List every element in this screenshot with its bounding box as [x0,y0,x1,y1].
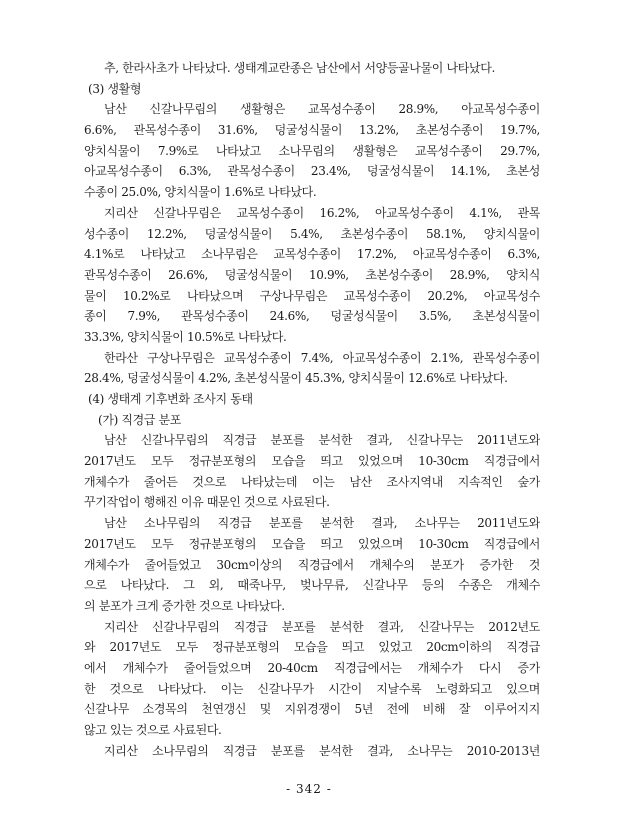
text-line: 수종이 25.0%, 양치식물이 1.6%로 나타났다. [84,185,317,200]
text-line: 성수종이 12.2%, 덩굴성식물이 5.4%, 초본성수종이 58.1%, 양치식물이 [84,226,540,241]
text-line: 종이 7.9%, 관목성수종이 24.6%, 덩굴성식물이 3.5%, 초본성식물이 [84,309,540,324]
text-line: 개체수가 줄어들었고 30cm이상의 직경급에서 개체수의 분포가 증가한 것 [84,557,540,572]
text-line: 에서 개체수가 줄어들었으며 20-40cm 직경급에서는 개체수가 다시 증가 [84,660,540,675]
text-line: (4) 생태계 기후변화 조사지 동태 [88,392,253,406]
text-line: 물이 10.2%로 나타났으며 구상나무림은 교목성수종이 20.2%, 아교목성수 [84,288,540,303]
text-line: 한 것으로 나타났다. 이는 신갈나무가 시간이 지날수록 노령화되고 있으며 [84,681,540,696]
text-line: 한라산 구상나무림은 교목성수종이 7.4%, 아교목성수종이 2.1%, 관목성수종이 [104,350,540,365]
text-line: 지리산 신갈나무림은 교목성수종이 16.2%, 아교목성수종이 4.1%, 관목 [104,205,540,220]
text-line: 4.1%로 나타났고 소나무림은 교목성수종이 17.2%, 아교목성수종이 6.3%, [84,247,540,262]
text-line: 와 2017년도 모두 정규분포형의 모습을 띄고 있었고 20cm이하의 직경급 [84,640,540,655]
text-line: (3) 생활형 [88,81,142,96]
text-line: 추, 한라사초가 나타났다. 생태계교란종은 남산에서 서양등골나물이 나타났다. [104,61,495,75]
text-line: 2017년도 모두 정규분포형의 모습을 띄고 있었으며 10-30cm 직경급에서 [84,454,540,469]
text-line: 신갈나무 소경목의 천연갱신 및 지위경쟁이 5년 전에 비해 잘 이루어지지 [84,702,540,717]
page-number: - 342 - [286,782,332,796]
text-line: 관목성수종이 26.6%, 덩굴성식물이 10.9%, 초본성수종이 28.9%, 양치식 [84,267,540,282]
text-line: 28.4%, 덩굴성식물이 4.2%, 초본성식물이 45.3%, 양치식물이 12.6%로 나타났다. [84,371,508,386]
text-line: 개체수가 줄어든 것으로 나타났는데 이는 남산 조사지역내 지속적인 숲가 [84,474,540,489]
text-line: 지리산 소나무림의 직경급 분포를 분석한 결과, 소나무는 2010-2013년 [104,743,540,758]
text-line: 남산 소나무림의 직경급 분포를 분석한 결과, 소나무는 2011년도와 [104,516,540,531]
text-line: 꾸기작업이 행해진 이유 때문인 것으로 사료된다. [84,495,330,510]
text-line: 지리산 신갈나무림의 직경급 분포를 분석한 결과, 신갈나무는 2012년도 [104,619,540,634]
text-line: 양치식물이 7.9%로 나타났고 소나무림의 생활형은 교목성수종이 29.7%, [84,143,540,158]
text-line: 남산 신갈나무림의 직경급 분포를 분석한 결과, 신갈나무는 2011년도와 [104,433,540,448]
text-line: 33.3%, 양치식물이 10.5%로 나타났다. [84,329,287,344]
text-line: 남산 신갈나무림의 생활형은 교목성수종이 28.9%, 아교목성수종이 [104,102,540,117]
text-line: 않고 있는 것으로 사료된다. [84,723,222,737]
text-line: 의 분포가 크게 증가한 것으로 나타났다. [84,598,285,613]
document-body [84,58,540,761]
text-line: 으로 나타났다. 그 외, 때죽나무, 벚나무류, 신갈나무 등의 수종은 개체수 [84,578,540,593]
text-line: 2017년도 모두 정규분포형의 모습을 띄고 있었으며 10-30cm 직경급에서 [84,536,540,551]
text-line: 아교목성수종이 6.3%, 관목성수종이 23.4%, 덩굴성식물이 14.1%, 초본성 [84,164,540,179]
text-line: 6.6%, 관목성수종이 31.6%, 덩굴성식물이 13.2%, 초본성수종이 19.7%, [84,123,540,138]
text-line: (가) 직경급 분포 [98,412,182,427]
